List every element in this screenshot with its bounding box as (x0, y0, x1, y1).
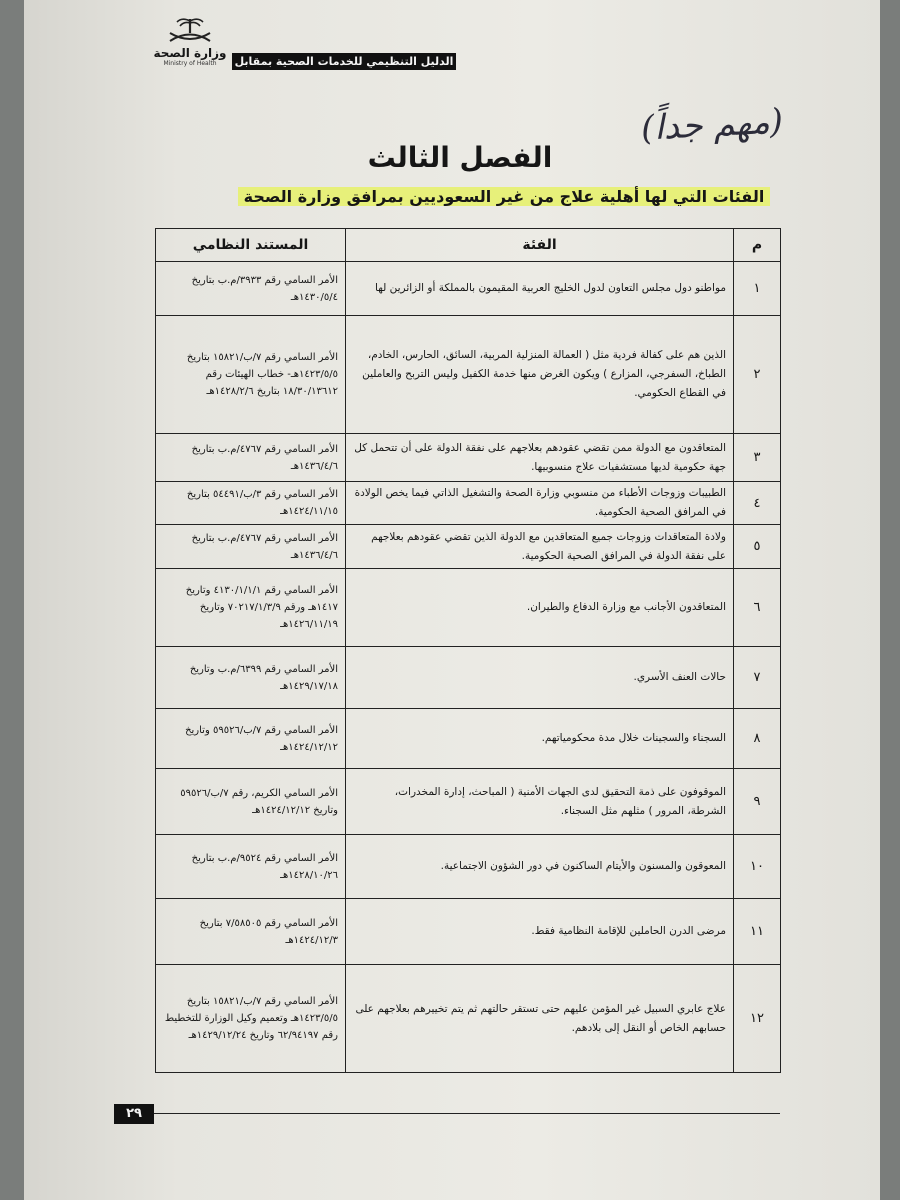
row-reference: الأمر السامي رقم ٣٩٣٣/م.ب بتاريخ ١٤٣٠/٥/٤هـ (156, 262, 346, 316)
row-category: الموقوفون على ذمة التحقيق لدى الجهات الأمنية ( المباحث، إدارة المخدرات، الشرطة، المرور ) مثلهم مثل السجناء. (346, 769, 734, 835)
row-reference: الأمر السامي رقم ٤٧٦٧/م.ب بتاريخ ١٤٣٦/٤/٦هـ (156, 434, 346, 482)
table-row (156, 899, 781, 965)
table-row (156, 709, 781, 769)
row-num: ١١ (734, 899, 781, 965)
row-category: حالات العنف الأسري. (346, 647, 734, 709)
handwritten-note: (مهم جداً) (639, 101, 785, 149)
section-title-highlight: الفئات التي لها أهلية علاج من غير السعوديين بمرافق وزارة الصحة (238, 187, 771, 206)
row-num: ١ (734, 262, 781, 316)
row-category: السجناء والسجينات خلال مدة محكومياتهم. (346, 709, 734, 769)
row-category: المتعاقدون مع الدولة ممن تقضي عقودهم بعلاجهم على نفقة الدولة على أن تتحمل كل جهة حكومية لديها مستشفيات علاج منسوبيها. (346, 434, 734, 482)
row-category: مرضى الدرن الحاملين للإقامة النظامية فقط. (346, 899, 734, 965)
row-num: ٧ (734, 647, 781, 709)
row-num: ١٢ (734, 965, 781, 1073)
row-reference: الأمر السامي رقم ٤٧٦٧/م.ب بتاريخ ١٤٣٦/٤/٦هـ (156, 525, 346, 569)
row-category: علاج عابري السبيل غير المؤمن عليهم حتى تستقر حالتهم ثم يتم تخييرهم بعلاجهم على حسابهم الخاص أو النقل إلى بلادهم. (346, 965, 734, 1073)
row-category: الطبيبات وزوجات الأطباء من منسوبي وزارة الصحة والتشغيل الذاتي فيما يخص الولادة في المرافق الصحية الحكومية. (346, 482, 734, 525)
chapter-title: الفصل الثالث (367, 141, 553, 174)
table-row (156, 647, 781, 709)
row-reference: الأمر السامي الكريم، رقم ٧/ب/٥٩٥٢٦ وتاريخ ١٤٢٤/١٢/١٢هـ (156, 769, 346, 835)
row-num: ٦ (734, 569, 781, 647)
header-category: الفئة (346, 229, 734, 262)
row-reference: الأمر السامي رقم ٧/ب/٥٩٥٢٦ وتاريخ ١٤٢٤/١٢/١٢هـ (156, 709, 346, 769)
row-category: ولادة المتعاقدات وزوجات جميع المتعاقدين مع الدولة الذين تقضي عقودهم بعلاجهم على نفقة الدولة في المرافق الصحية الحكومية. (346, 525, 734, 569)
table-row (156, 482, 781, 525)
page-number: ٢٩ (114, 1104, 154, 1124)
row-reference: الأمر السامي رقم ٣/ب/٥٤٤٩١ بتاريخ ١٤٢٤/١١/١٥هـ (156, 482, 346, 525)
table-row (156, 569, 781, 647)
ministry-logo (148, 16, 232, 76)
row-num: ٥ (734, 525, 781, 569)
table-row (156, 316, 781, 434)
table-header-row (156, 229, 781, 262)
row-num: ٢ (734, 316, 781, 434)
row-reference: الأمر السامي رقم ٧/ب/١٥٨٢١ بتاريخ ١٤٢٣/٥/٥هـ- خطاب الهيئات رقم ١٨/٣٠/١٣٦١٢ بتاريخ ١٤٢٨/٢/٦هـ (156, 316, 346, 434)
section-title (230, 184, 778, 210)
guide-title-band: الدليل التنظيمي للخدمات الصحية بمقابل (232, 53, 456, 70)
ministry-name-ar: وزارة الصحة (153, 46, 227, 60)
header-reference: المستند النظامي (156, 229, 346, 262)
row-reference: الأمر السامي رقم ٤١٣٠/١/١/١ وتاريخ ١٤١٧هـ ورقم ٧٠٢١٧/١/٣/٩ وتاريخ ١٤٢٦/١١/١٩هـ (156, 569, 346, 647)
header-num: م (734, 229, 781, 262)
row-category: الذين هم على كفالة فردية مثل ( العمالة المنزلية المربية، السائق، الحارس، الخادم، الطباخ، السفرجي، المزارع ) ويكون الغرض منها خدمة الكفيل وليس التربح والعاملين في القطاع الحكومي. (346, 316, 734, 434)
row-num: ٨ (734, 709, 781, 769)
table-row (156, 434, 781, 482)
row-reference: الأمر السامي رقم ٦٣٩٩/م.ب وتاريخ ١٤٢٩/١٧/١٨هـ (156, 647, 346, 709)
palm-swords-emblem-icon (160, 16, 220, 46)
ministry-name-en: Ministry of Health (163, 60, 217, 67)
table-row (156, 525, 781, 569)
table-row (156, 262, 781, 316)
row-category: مواطنو دول مجلس التعاون لدول الخليج العربية المقيمون بالمملكة أو الزائرين لها (346, 262, 734, 316)
row-reference: الأمر السامي رقم ٩٥٢٤/م.ب بتاريخ ١٤٢٨/١٠/٢٦هـ (156, 835, 346, 899)
table-row (156, 835, 781, 899)
row-reference: الأمر السامي رقم ٧/٥٨٥٠٥ بتاريخ ١٤٢٤/١٢/٣هـ (156, 899, 346, 965)
table-row (156, 965, 781, 1073)
eligibility-table (155, 228, 781, 1073)
row-num: ١٠ (734, 835, 781, 899)
table-row (156, 769, 781, 835)
row-num: ٤ (734, 482, 781, 525)
row-num: ٣ (734, 434, 781, 482)
footer-rule (154, 1113, 780, 1114)
row-category: المتعاقدون الأجانب مع وزارة الدفاع والطيران. (346, 569, 734, 647)
row-num: ٩ (734, 769, 781, 835)
row-reference: الأمر السامي رقم ٧/ب/١٥٨٢١ بتاريخ ١٤٢٣/٥/٥هـ وتعميم وكيل الوزارة للتخطيط رقم ٦٢/٩٤١٩٧ وتاريخ ١٤٢٩/١٢/٢٤هـ (156, 965, 346, 1073)
row-category: المعوقون والمسنون والأيتام الساكنون في دور الشؤون الاجتماعية. (346, 835, 734, 899)
